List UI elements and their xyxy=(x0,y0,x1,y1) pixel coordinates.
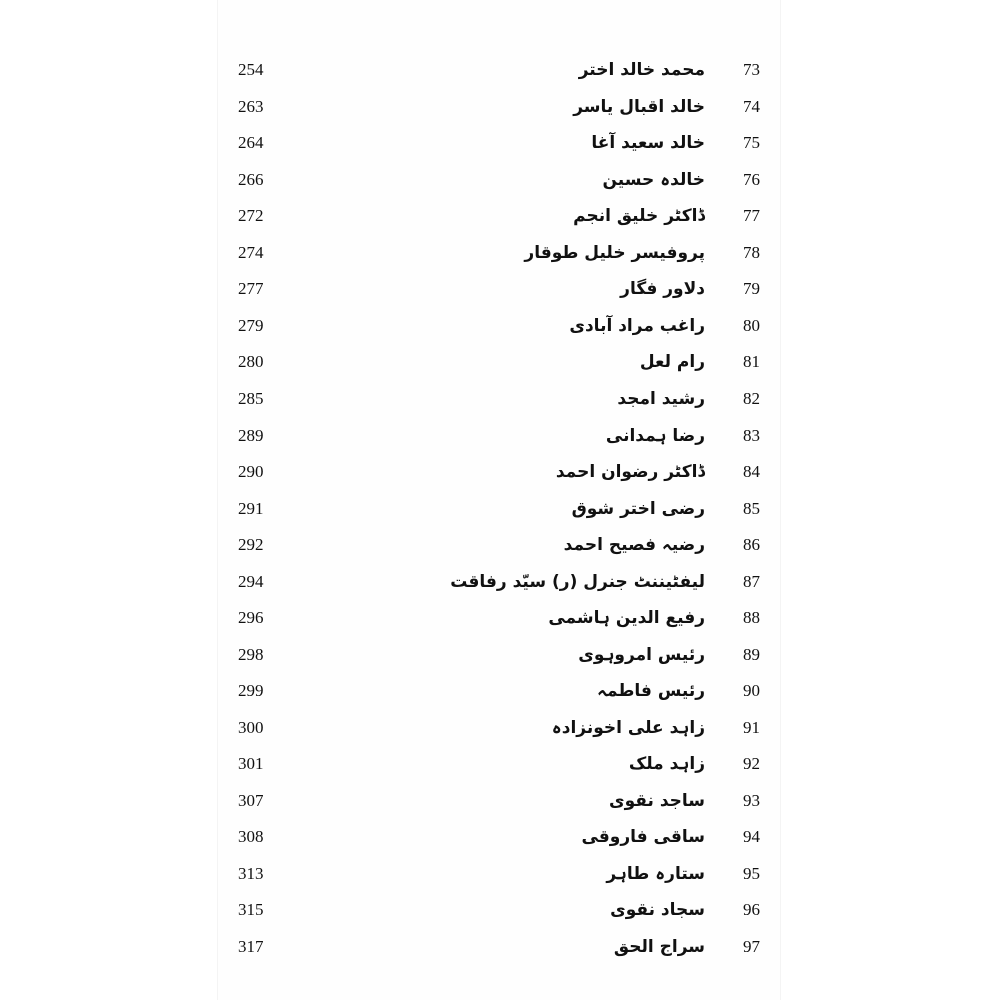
toc-row xyxy=(0,89,1000,125)
page-number: 279 xyxy=(238,316,264,335)
entry-name: دلاور فگار xyxy=(620,279,705,299)
entry-name: سراج الحق xyxy=(613,937,705,957)
page-number: 290 xyxy=(238,462,264,481)
page-number: 313 xyxy=(238,864,264,883)
page-number: 315 xyxy=(238,900,264,919)
entry-number: 80 xyxy=(743,316,760,335)
entry-name: زاہد علی اخونزادہ xyxy=(551,718,705,738)
entry-name: ساجد نقوی xyxy=(609,791,705,811)
page-number: 266 xyxy=(238,170,264,189)
entry-name: رئیس فاطمہ xyxy=(597,681,705,701)
entry-number: 86 xyxy=(743,535,760,554)
toc-row xyxy=(0,673,1000,709)
toc-row xyxy=(0,527,1000,563)
entry-number: 92 xyxy=(743,754,760,773)
page-number: 317 xyxy=(238,937,264,956)
page-number: 292 xyxy=(238,535,264,554)
entry-name: خالدہ حسین xyxy=(602,170,705,190)
entry-number: 74 xyxy=(743,97,760,116)
entry-name: ڈاکٹر رضوان احمد xyxy=(555,462,705,482)
page-number: 264 xyxy=(238,133,264,152)
entry-number: 84 xyxy=(743,462,760,481)
page-number: 301 xyxy=(238,754,264,773)
toc-row xyxy=(0,162,1000,198)
entry-name: رشید امجد xyxy=(617,389,705,409)
entry-name: لیفٹیننٹ جنرل (ر) سیّد رفاقت xyxy=(450,572,705,592)
toc-row xyxy=(0,52,1000,88)
page-number: 308 xyxy=(238,827,264,846)
entry-number: 90 xyxy=(743,681,760,700)
entry-number: 89 xyxy=(743,645,760,664)
entry-number: 81 xyxy=(743,352,760,371)
toc-row xyxy=(0,929,1000,965)
toc-row xyxy=(0,454,1000,490)
toc-row xyxy=(0,271,1000,307)
page-number: 263 xyxy=(238,97,264,116)
entry-number: 88 xyxy=(743,608,760,627)
toc-row xyxy=(0,344,1000,380)
page-number: 300 xyxy=(238,718,264,737)
toc-row xyxy=(0,491,1000,527)
toc-row xyxy=(0,710,1000,746)
entry-name: رام لعل xyxy=(639,352,705,372)
entry-name: رئیس امروہوی xyxy=(578,645,705,665)
entry-number: 97 xyxy=(743,937,760,956)
page-number: 294 xyxy=(238,572,264,591)
entry-number: 75 xyxy=(743,133,760,152)
entry-name: ساقی فاروقی xyxy=(581,827,705,847)
toc-row xyxy=(0,819,1000,855)
entry-name: پروفیسر خلیل طوقار xyxy=(524,243,705,263)
entry-number: 79 xyxy=(743,279,760,298)
entry-name: محمد خالد اختر xyxy=(578,60,705,80)
entry-name: رضی اختر شوق xyxy=(571,499,705,519)
entry-name: ستارہ طاہر xyxy=(606,864,705,884)
toc-row xyxy=(0,198,1000,234)
entry-number: 78 xyxy=(743,243,760,262)
toc-row xyxy=(0,746,1000,782)
toc-row xyxy=(0,856,1000,892)
entry-number: 87 xyxy=(743,572,760,591)
toc-row xyxy=(0,600,1000,636)
toc-row xyxy=(0,637,1000,673)
page-number: 285 xyxy=(238,389,264,408)
page-number: 299 xyxy=(238,681,264,700)
page-number: 289 xyxy=(238,426,264,445)
entry-name: رضیہ فصیح احمد xyxy=(563,535,705,555)
toc-row xyxy=(0,125,1000,161)
toc-row xyxy=(0,235,1000,271)
entry-number: 76 xyxy=(743,170,760,189)
entry-number: 77 xyxy=(743,206,760,225)
page-number: 291 xyxy=(238,499,264,518)
entry-name: راغب مراد آبادی xyxy=(569,316,705,336)
entry-number: 91 xyxy=(743,718,760,737)
page-number: 296 xyxy=(238,608,264,627)
entry-name: ڈاکٹر خلیق انجم xyxy=(573,206,705,226)
entry-name: خالد سعید آغا xyxy=(591,133,705,153)
page-number: 298 xyxy=(238,645,264,664)
toc-row xyxy=(0,783,1000,819)
page-number: 277 xyxy=(238,279,264,298)
entry-number: 83 xyxy=(743,426,760,445)
entry-number: 93 xyxy=(743,791,760,810)
entry-number: 94 xyxy=(743,827,760,846)
entry-number: 95 xyxy=(743,864,760,883)
entry-number: 96 xyxy=(743,900,760,919)
page-number: 254 xyxy=(238,60,264,79)
entry-name: رفیع الدین ہاشمی xyxy=(548,608,705,628)
page-number: 280 xyxy=(238,352,264,371)
entry-name: سجاد نقوی xyxy=(610,900,705,920)
page-number: 307 xyxy=(238,791,264,810)
page-number: 272 xyxy=(238,206,264,225)
toc-row xyxy=(0,308,1000,344)
toc-row xyxy=(0,381,1000,417)
toc-row xyxy=(0,418,1000,454)
entry-number: 85 xyxy=(743,499,760,518)
entry-number: 73 xyxy=(743,60,760,79)
page-number: 274 xyxy=(238,243,264,262)
toc-row xyxy=(0,892,1000,928)
entry-name: رضا ہمدانی xyxy=(605,426,705,446)
toc-row xyxy=(0,564,1000,600)
entry-number: 82 xyxy=(743,389,760,408)
entry-name: خالد اقبال یاسر xyxy=(573,97,705,117)
entry-name: زاہد ملک xyxy=(628,754,705,774)
